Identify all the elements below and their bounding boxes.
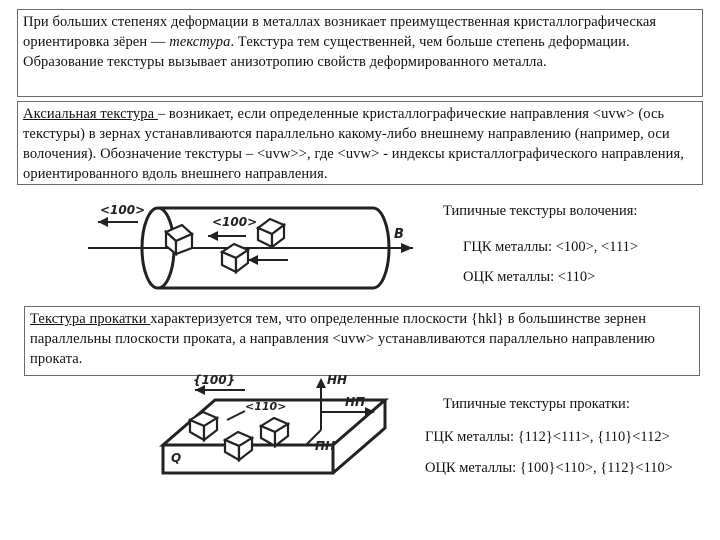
- rolling-caption-title: Типичные текстуры прокатки:: [443, 396, 630, 412]
- fig2-nn-label: НН: [327, 373, 348, 387]
- fig1-dir-inner: <100>: [212, 215, 258, 229]
- paragraph-deformation-texture: [17, 9, 703, 97]
- cube-2-icon: [258, 219, 284, 247]
- para3-term: Текстура прокатки: [30, 311, 151, 327]
- drawing-caption-title: Типичные текстуры волочения:: [443, 203, 638, 219]
- cube-1-icon: [166, 225, 192, 254]
- fig2-pn-label: ПН: [315, 439, 336, 453]
- para2-rest: – возникает, если определенные кристаллографические направления <uvw> (ось текстуры) в зернах устанавливаются параллельно какому-либо внешнему направлению (например, оси волочения). Обозначение текстуры – <uvw>>, где <uvw> - индексы кристаллографического направления, ориентированного вдоль внешнего направления.: [23, 106, 684, 182]
- fig2-np-label: НП: [345, 395, 366, 409]
- para3-rest: характеризуется тем, что определенные плоскости {hkl} в большинстве зернен параллельны плоскости проката, а направления <uvw> устанавливаются параллельно направлению проката.: [30, 311, 655, 367]
- fig1-dir-outer: <100>: [100, 203, 146, 217]
- paragraph-axial-texture: [17, 101, 703, 185]
- drawing-texture-figure: [88, 192, 428, 302]
- para1-lead: При больших степенях деформации в металлах возникает преимущественная кристаллографическая ориентировка зёрен —: [23, 14, 657, 50]
- fig2-dir-label: <110>: [245, 400, 287, 413]
- fig2-plane-label: {100}: [193, 373, 236, 387]
- drawing-caption-fcc: ГЦК металлы: <100>, <111>: [463, 239, 639, 255]
- fig2-q-label: Q: [171, 451, 182, 465]
- drawing-caption-bcc: ОЦК металлы: <110>: [463, 269, 596, 285]
- para1-rest: . Текстура тем существенней, чем больше степень деформации. Образование текстуры вызывает анизотропию свойств деформированного металла.: [23, 34, 630, 70]
- rolling-caption-fcc: ГЦК металлы: {112}<111>, {110}<112>: [425, 429, 670, 445]
- para2-term: Аксиальная текстура: [23, 106, 158, 122]
- cube-3-icon: [222, 244, 248, 272]
- fig1-axis-label: В: [394, 227, 404, 242]
- rolling-texture-figure: [135, 370, 425, 520]
- rolling-caption-bcc: ОЦК металлы: {100}<110>, {112}<110>: [425, 460, 673, 476]
- para1-term: текстура: [169, 34, 231, 50]
- paragraph-rolling-texture: [24, 306, 700, 376]
